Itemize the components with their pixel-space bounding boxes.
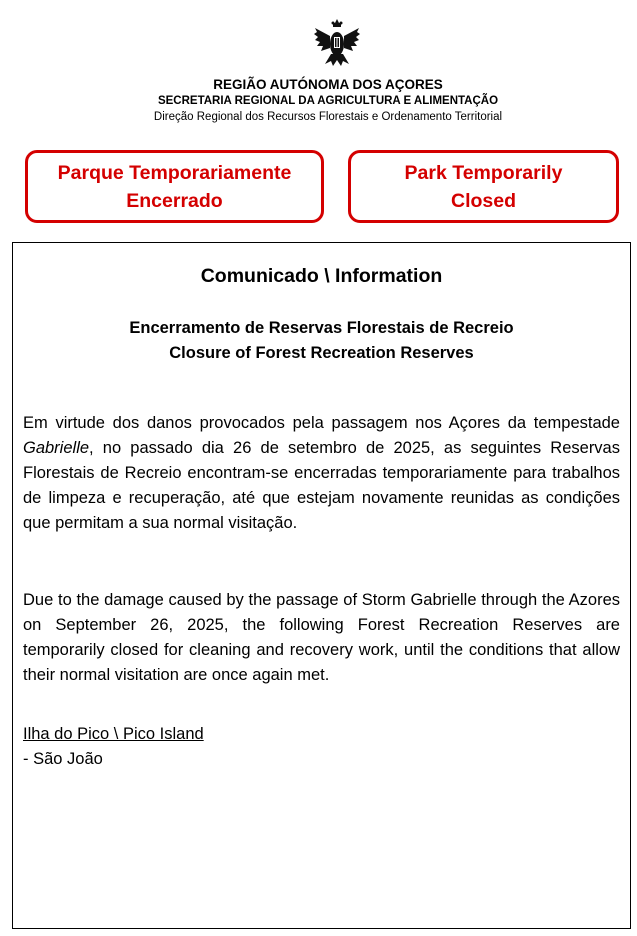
closure-notice-pt-line1: Parque Temporariamente [57,161,292,184]
azores-crest-icon [313,18,361,68]
subtitle-en: Closure of Forest Recreation Reserves [169,344,474,362]
paragraph-pt-after: , no passado dia 26 de setembro de 2025, as seguintes Reservas Florestais de Recreio encontram-se encerradas temporariamente para trabalhos de limpeza e recuperação, até que estejam novamente reunidas as condições que permitam a sua normal visitação. [23,439,620,532]
paragraph-pt [23,411,620,536]
paragraph-pt-before: Em virtude dos danos provocados pela passagem nos Açores da tempestade [23,414,620,432]
letterhead [0,76,637,126]
closure-notice-en-line1: Park Temporarily [404,161,563,184]
island-heading: Ilha do Pico \ Pico Island [23,725,204,743]
directorate-title: Direção Regional dos Recursos Florestais e Ordenamento Territorial [153,111,503,123]
communique-panel [12,242,631,929]
closure-notice-pt [25,150,324,223]
communique-title: Comunicado \ Information [200,265,443,287]
closure-notice-pt-line2: Encerrado [126,189,223,212]
secretariat-title: SECRETARIA REGIONAL DA AGRICULTURA E ALIMENTAÇÃO [157,95,499,107]
reserve-list-item: - São João [23,750,103,768]
subtitle-pt: Encerramento de Reservas Florestais de Recreio [129,319,514,337]
closure-notice-en-line2: Closed [450,189,516,212]
closure-notice-en [348,150,619,223]
paragraph-en: Due to the damage caused by the passage of Storm Gabrielle through the Azores on September 26, 2025, the following Forest Recreation Reserves are temporarily closed for cleaning and recovery work, until the conditions that allow their normal visitation are once again met. [23,591,620,684]
region-title: REGIÃO AUTÓNOMA DOS AÇORES [213,77,443,92]
storm-name: Gabrielle [23,439,90,457]
